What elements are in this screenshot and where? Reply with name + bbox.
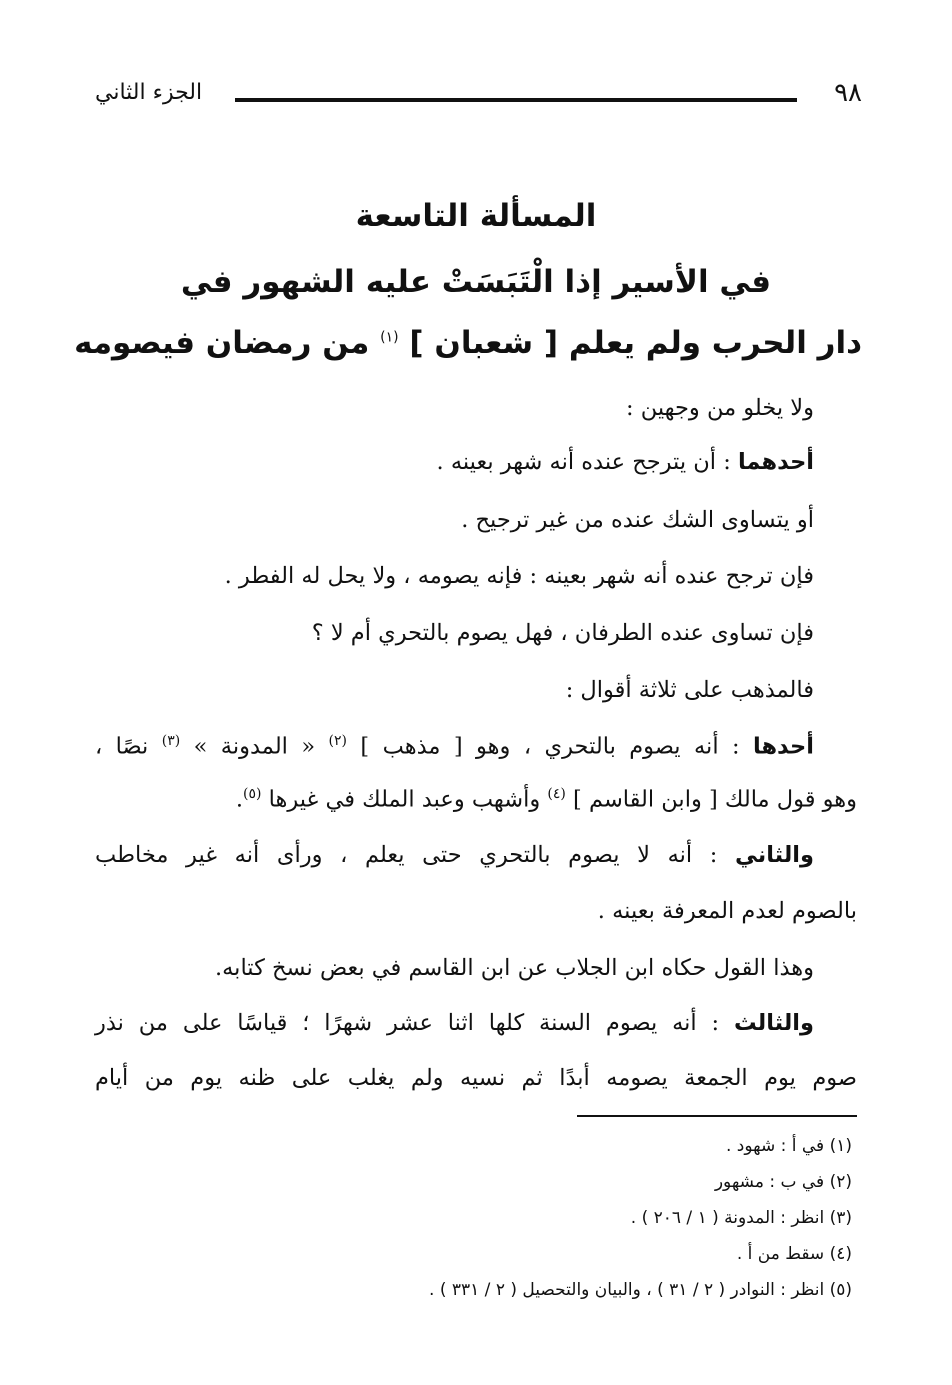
section-subtitle-line-2 [74, 325, 862, 361]
paragraph-text: وهو قول مالك [ وابن القاسم ] [573, 786, 857, 813]
paragraph-text: : أنه يصوم بالتحري ، وهو [ مذهب ] [360, 733, 753, 760]
footnote-rule [577, 1115, 857, 1117]
paragraph-3: أو يتساوى الشك عنده من غير ترجيح . [461, 507, 814, 533]
page-header [95, 78, 862, 118]
paragraph-11: وهذا القول حكاه ابن الجلاب عن ابن القاسم في بعض نسخ كتابه. [214, 955, 814, 981]
term-label: والثاني [735, 842, 814, 868]
paragraph-text: . [235, 786, 243, 813]
paragraph-text: نصًا ، [95, 733, 162, 760]
footnote-5: (٥) انظر : النوادر ( ٢ / ٣١ ) ، والبيان والتحصيل ( ٢ / ٣٣١ ) . [429, 1280, 852, 1300]
paragraph-text: : أن يترجح عنده أنه شهر بعينه . [436, 449, 738, 475]
paragraph-10: بالصوم لعدم المعرفة بعينه . [597, 898, 857, 924]
term-label: والثالث [733, 1010, 814, 1036]
paragraph-5: فإن تساوى عنده الطرفان ، فهل يصوم بالتحري أم لا ؟ [311, 620, 814, 646]
paragraph-6: فالمذهب على ثلاثة أقوال : [565, 677, 814, 703]
footnote-ref-2: (٢) [328, 733, 347, 749]
paragraph-13: صوم يوم الجمعة يصومه أبدًا ثم نسيه ولم يغلب على ظنه يوم من أيام [95, 1065, 857, 1091]
paragraph-7 [95, 733, 814, 761]
footnote-ref-1: (١) [380, 329, 399, 346]
footnote-2: (٢) في ب : مشهور [714, 1172, 852, 1192]
term-label: أحدهما [737, 449, 814, 475]
paragraph-text: : أنه يصوم السنة كلها اثنا عشر شهرًا ؛ قياسًا على من نذر [95, 1010, 734, 1036]
footnote-ref-4: (٤) [547, 786, 566, 802]
footnote-3: (٣) انظر : المدونة ( ١ / ٢٠٦ ) . [630, 1208, 852, 1228]
running-title: الجزء الثاني [95, 80, 203, 105]
section-title: المسألة التاسعة [355, 198, 597, 234]
section-subtitle-line-1: في الأسير إذا الْتَبَسَتْ عليه الشهور في [180, 264, 772, 300]
paragraph-1: ولا يخلو من وجهين : [626, 395, 814, 421]
footnote-ref-3: (٣) [161, 733, 181, 749]
subtitle-text-b: من رمضان فيصومه [74, 325, 381, 361]
header-rule [235, 98, 797, 102]
subtitle-text-a: دار الحرب ولم يعلم [ شعبان ] [409, 325, 862, 361]
footnote-ref-5: (٥) [242, 786, 262, 802]
paragraph-12 [95, 1010, 814, 1037]
paragraph-text: : أنه لا يصوم بالتحري حتى يعلم ، ورأى أنه غير مخاطب [95, 842, 735, 868]
paragraph-2 [90, 449, 814, 476]
paragraph-9 [95, 842, 814, 869]
paragraph-8 [90, 786, 857, 814]
page-number: ٩٨ [834, 78, 862, 108]
paragraph-4: فإن ترجح عنده أنه شهر بعينه : فإنه يصومه ، ولا يحل له الفطر . [224, 563, 814, 589]
paragraph-text: « المدونة » [193, 733, 329, 760]
term-label: أحدها [753, 733, 814, 760]
paragraph-text: وأشهب وعبد الملك في غيرها [268, 786, 548, 813]
footnote-1: (١) في أ : شهود . [725, 1136, 852, 1156]
footnote-4: (٤) سقط من أ . [736, 1244, 852, 1264]
